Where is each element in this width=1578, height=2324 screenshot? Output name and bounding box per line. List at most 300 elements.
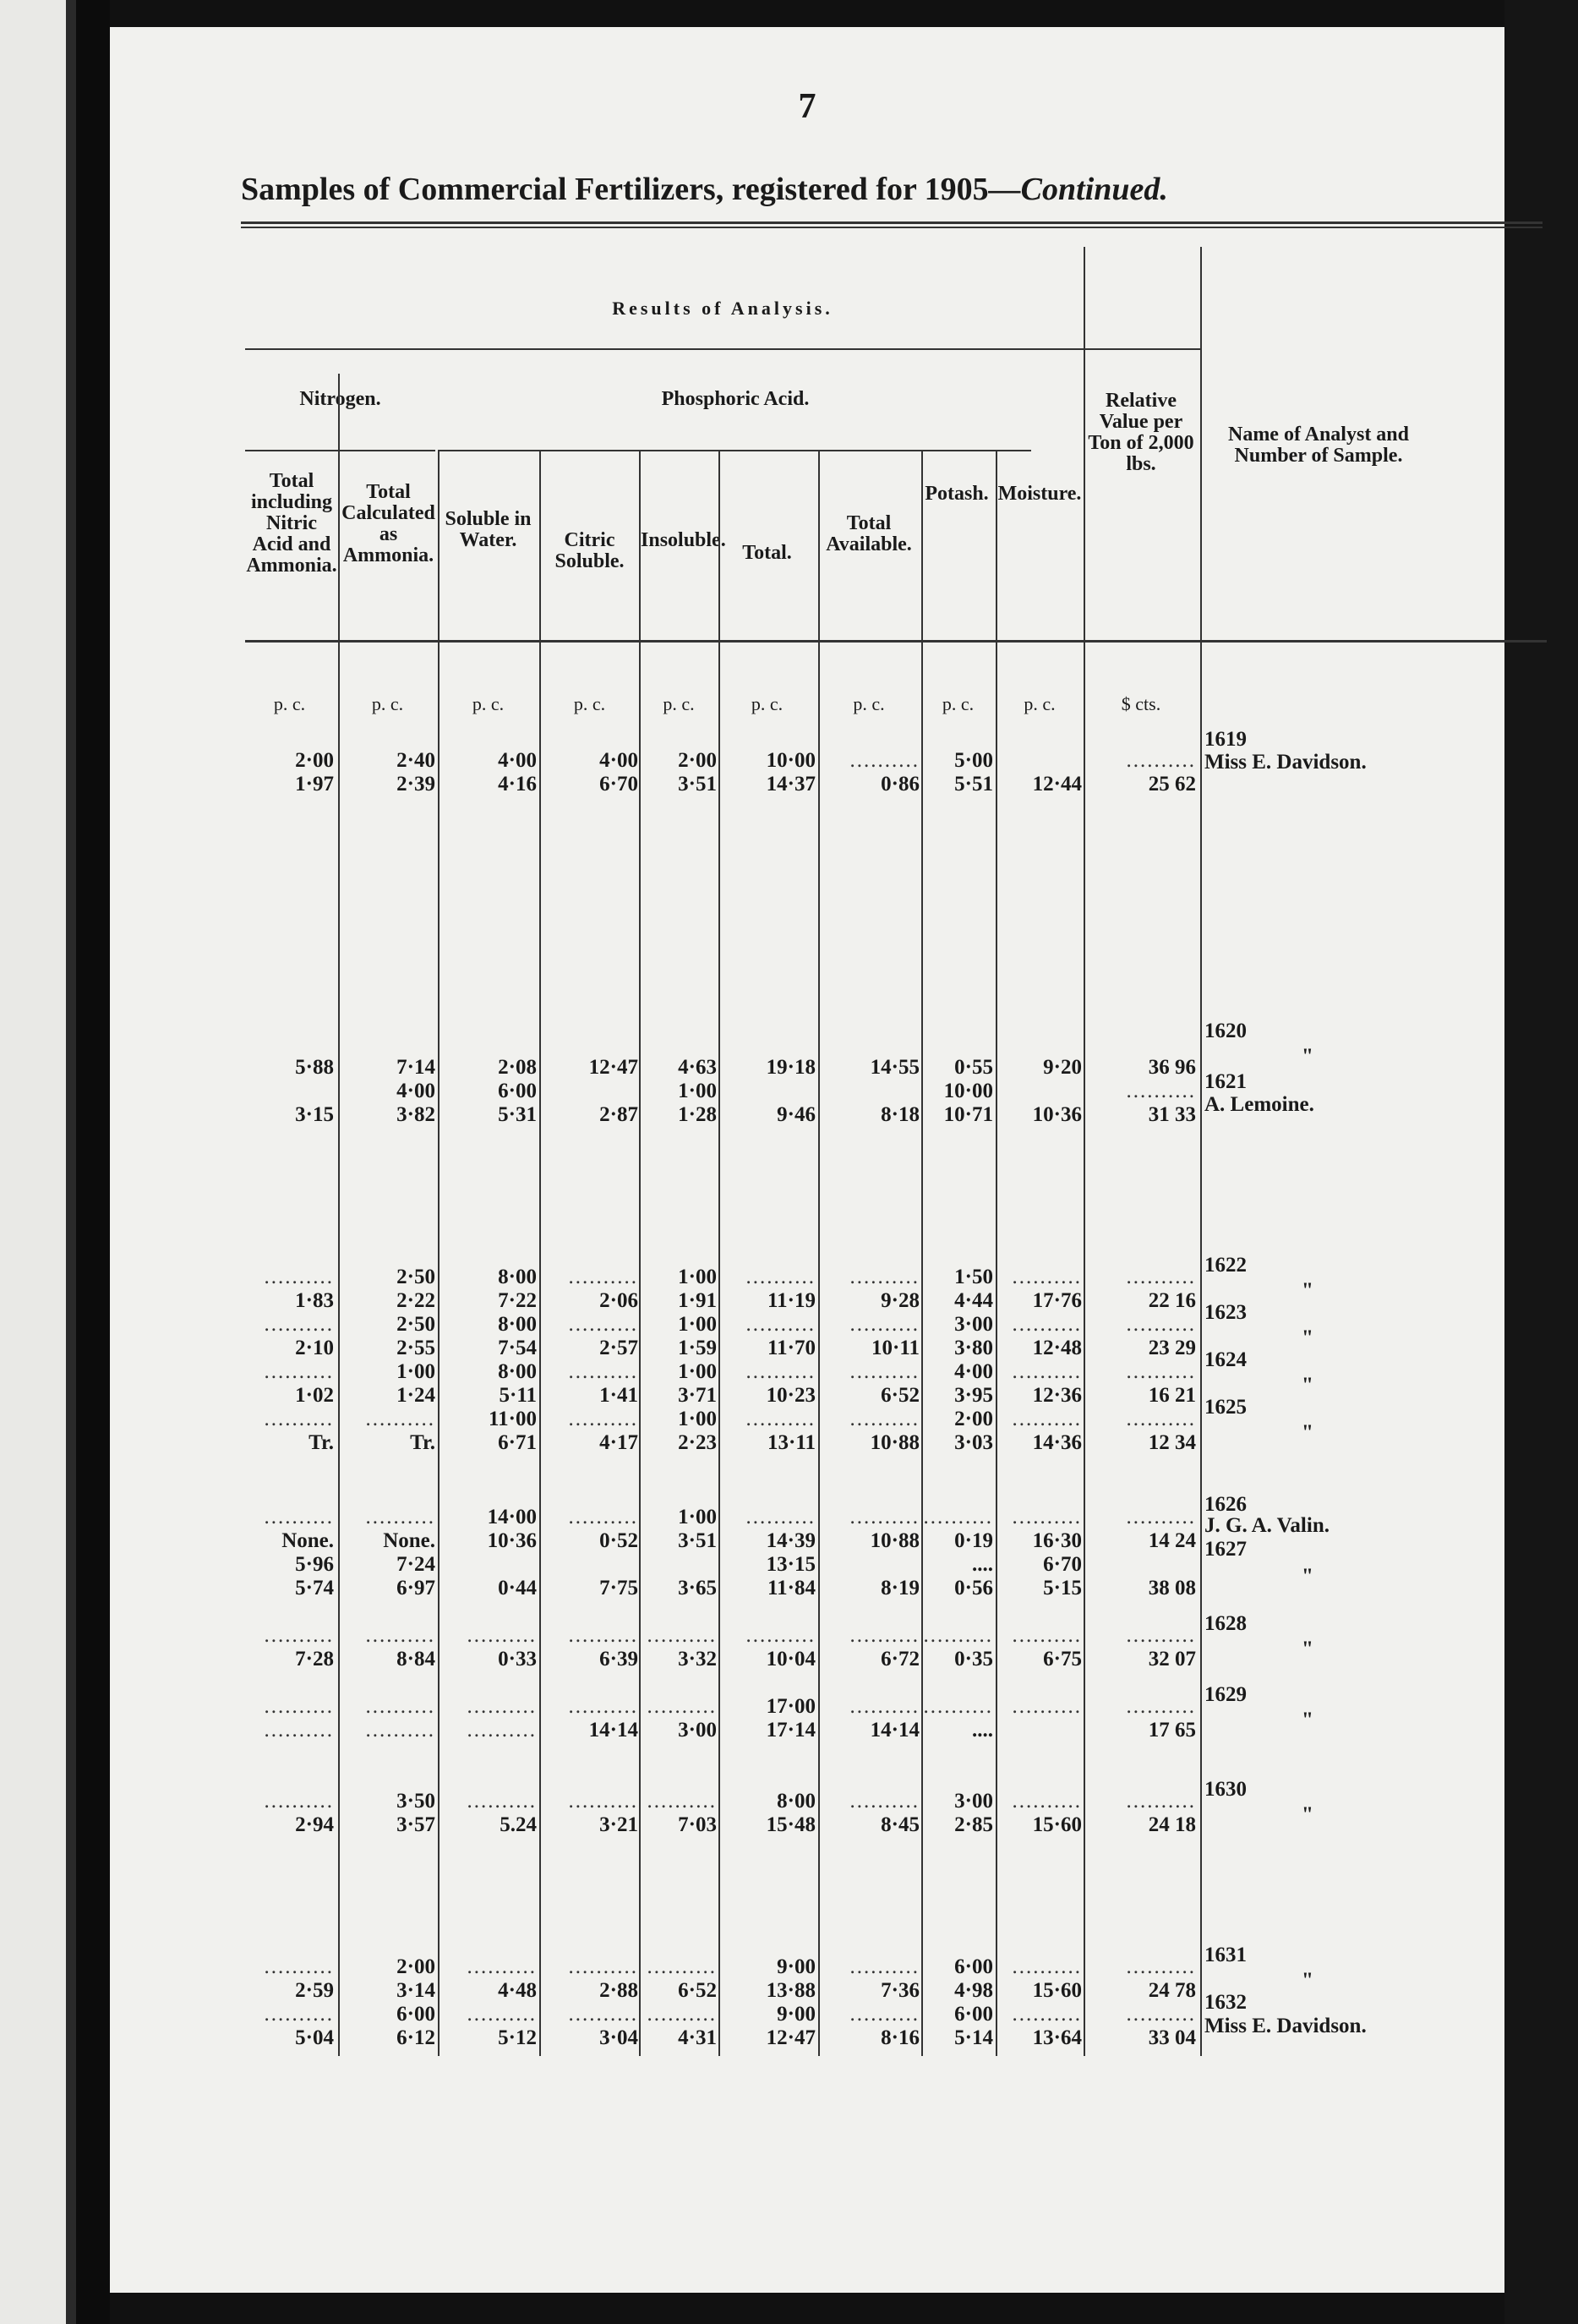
table-cell — [1086, 1314, 1196, 1336]
table-cell: 1·00 — [678, 1506, 717, 1528]
table-cell: .... — [972, 1553, 993, 1576]
table-cell: 3·00 — [954, 1790, 993, 1813]
leader-dots: .......... — [568, 2003, 638, 2026]
leader-dots: .......... — [568, 1624, 638, 1647]
table-cell: 3·14 — [396, 1979, 435, 2002]
analyst-sample: 1629 — [1204, 1683, 1247, 1706]
leader-dots: .......... — [745, 1506, 816, 1528]
table-cell: 8·84 — [396, 1648, 435, 1671]
leader-dots: .......... — [1012, 1360, 1082, 1383]
table-cell: 6·12 — [396, 2026, 435, 2049]
table-cell — [718, 1625, 816, 1647]
table-cell: 13·15 — [766, 1553, 816, 1576]
unit-label: p. c. — [472, 693, 505, 714]
leader-dots: .......... — [568, 1313, 638, 1336]
table-cell — [641, 1791, 717, 1813]
col-soluble: Soluble in Water. — [445, 508, 532, 551]
leader-dots: .......... — [467, 1790, 537, 1813]
table-cell: 2·23 — [678, 1431, 717, 1454]
table-cell: 8·16 — [881, 2026, 920, 2049]
table-cell — [245, 1361, 334, 1383]
leader-dots: .......... — [568, 1790, 638, 1813]
table-cell: 7·22 — [498, 1289, 537, 1312]
table-cell: 12·44 — [1032, 773, 1082, 796]
leader-dots: .......... — [568, 1695, 638, 1718]
table-cell — [997, 1791, 1082, 1813]
table-cell — [718, 1314, 816, 1336]
table-cell: 8·19 — [881, 1577, 920, 1599]
table-cell — [541, 2004, 638, 2026]
table-cell: 17·76 — [1032, 1289, 1082, 1312]
table-cell — [440, 1720, 537, 1742]
header-rule — [245, 640, 1547, 643]
leader-dots: .......... — [467, 1624, 537, 1647]
table-cell: 14·14 — [870, 1719, 920, 1742]
table-cell — [245, 1791, 334, 1813]
table-cell: 16 21 — [1148, 1384, 1196, 1407]
table-cell: 31 33 — [1148, 1103, 1196, 1126]
analyst-sample: 1619 — [1204, 728, 1247, 751]
table-cell: 3·51 — [678, 1529, 717, 1552]
leader-dots: .......... — [1012, 1695, 1082, 1718]
table-cell: 15·60 — [1032, 1979, 1082, 2002]
table-cell: 17·14 — [766, 1719, 816, 1742]
table-cell: Tr. — [309, 1431, 334, 1454]
table-cell: 1·00 — [678, 1360, 717, 1383]
analyst-sample: 1632 — [1204, 1991, 1247, 2014]
table-cell: 32 07 — [1148, 1648, 1196, 1671]
table-cell: 2·06 — [599, 1289, 638, 1312]
leader-dots: .......... — [264, 1266, 334, 1288]
table-cell: 6·00 — [396, 2003, 435, 2026]
table-cell — [641, 1956, 717, 1978]
analyst-sample: 1627 — [1204, 1538, 1247, 1561]
table-cell: 6·00 — [498, 1080, 537, 1102]
table-cell: None. — [281, 1529, 334, 1552]
table-cell: 11·19 — [767, 1289, 816, 1312]
table-cell — [1086, 1506, 1196, 1528]
leader-dots: .......... — [365, 1408, 435, 1430]
table-cell — [1086, 1266, 1196, 1288]
table-cell — [818, 1408, 920, 1430]
col-total-nitric: Total including Nitric Acid and Ammonia. — [246, 470, 337, 577]
col-total: Total. — [742, 542, 792, 564]
table-cell — [541, 1506, 638, 1528]
table-cell: 6·52 — [678, 1979, 717, 2002]
unit-label: p. c. — [1024, 693, 1056, 714]
analyst-sample: Miss E. Davidson. — [1204, 2015, 1367, 2037]
table-cell: 2·87 — [599, 1103, 638, 1126]
table-cell: 10·00 — [766, 749, 816, 772]
table-cell: 2·39 — [396, 773, 435, 796]
analyst-sample: " — [1302, 1421, 1313, 1444]
table-cell: 10·71 — [943, 1103, 993, 1126]
table-cell — [340, 1408, 435, 1430]
unit-label: p. c. — [751, 693, 784, 714]
table-cell: 7·14 — [396, 1056, 435, 1079]
table-cell: 6·00 — [954, 2003, 993, 2026]
table-cell: 3·82 — [396, 1103, 435, 1126]
leader-dots: .......... — [849, 1624, 920, 1647]
table-cell — [340, 1506, 435, 1528]
unit-label: p. c. — [573, 693, 606, 714]
table-cell — [1086, 1791, 1196, 1813]
col-available: Total Available. — [826, 512, 912, 555]
leader-dots: .......... — [568, 1955, 638, 1978]
unit-label: p. c. — [853, 693, 885, 714]
table-cell: 13·64 — [1032, 2026, 1082, 2049]
table-cell: 4·17 — [599, 1431, 638, 1454]
table-cell: 4·44 — [954, 1289, 993, 1312]
table-cell: 2·57 — [599, 1337, 638, 1359]
table-cell: 9·28 — [881, 1289, 920, 1312]
table-cell: 5·74 — [295, 1577, 334, 1599]
leader-dots: .......... — [264, 1719, 334, 1742]
leader-dots: .......... — [745, 1266, 816, 1288]
table-cell: 3·57 — [396, 1813, 435, 1836]
leader-dots: .......... — [849, 1955, 920, 1978]
leader-dots: .......... — [849, 1790, 920, 1813]
table-cell: 3·03 — [954, 1431, 993, 1454]
table-cell: 10·88 — [870, 1431, 920, 1454]
table-cell — [818, 1266, 920, 1288]
leader-dots: .......... — [467, 1719, 537, 1742]
col-moisture: Moisture. — [997, 483, 1082, 505]
table-cell — [245, 1696, 334, 1718]
table-cell: 15·60 — [1032, 1813, 1082, 1836]
table-cell: 2·00 — [295, 749, 334, 772]
leader-dots: .......... — [264, 1955, 334, 1978]
table-cell: 0·56 — [954, 1577, 993, 1599]
leader-dots: .......... — [849, 1408, 920, 1430]
table-cell: 0·33 — [498, 1648, 537, 1671]
leader-dots: .......... — [264, 1360, 334, 1383]
leader-dots: .......... — [1126, 1624, 1196, 1647]
table-cell: 0·52 — [599, 1529, 638, 1552]
table-cell: 5·31 — [498, 1103, 537, 1126]
table-cell: 8·18 — [881, 1103, 920, 1126]
table-cell — [440, 1625, 537, 1647]
col-value: Relative Value per Ton of 2,000 lbs. — [1088, 390, 1194, 475]
table-cell: 12·36 — [1032, 1384, 1082, 1407]
table-cell — [718, 1408, 816, 1430]
page-number: 7 — [798, 87, 816, 126]
table-cell — [997, 1506, 1082, 1528]
table-cell — [818, 1696, 920, 1718]
table-cell: 6·00 — [954, 1955, 993, 1978]
group-phosphoric: Phosphoric Acid. — [661, 388, 810, 410]
unit-label: p. c. — [942, 693, 975, 714]
leader-dots: .......... — [1126, 1695, 1196, 1718]
table-cell: 17·00 — [766, 1695, 816, 1718]
unit-label: p. c. — [663, 693, 695, 714]
table-cell — [818, 1625, 920, 1647]
table-cell — [1086, 1361, 1196, 1383]
table-cell: 3·95 — [954, 1384, 993, 1407]
table-cell: 0·19 — [954, 1529, 993, 1552]
table-cell — [818, 1314, 920, 1336]
analyst-sample: 1623 — [1204, 1301, 1247, 1324]
table-cell: 11·00 — [489, 1408, 537, 1430]
leader-dots: .......... — [923, 1624, 993, 1647]
table-cell: 4·98 — [954, 1979, 993, 2002]
phosphoric-rule — [440, 450, 1031, 451]
table-cell — [245, 1408, 334, 1430]
leader-dots: .......... — [849, 1360, 920, 1383]
table-cell: 11·84 — [767, 1577, 816, 1599]
table-cell — [997, 1696, 1082, 1718]
table-cell — [245, 2004, 334, 2026]
table-cell — [997, 2004, 1082, 2026]
table-cell: 7·36 — [881, 1979, 920, 2002]
leader-dots: .......... — [1126, 1506, 1196, 1528]
analyst-sample: " — [1302, 1326, 1313, 1349]
table-cell: 2·00 — [954, 1408, 993, 1430]
table-cell: 4·00 — [396, 1080, 435, 1102]
table-cell: 13·88 — [766, 1979, 816, 2002]
table-cell: 12·47 — [588, 1056, 638, 1079]
analyst-sample: Miss E. Davidson. — [1204, 751, 1367, 774]
table-cell: 5.24 — [500, 1813, 537, 1836]
leader-dots: .......... — [745, 1408, 816, 1430]
table-cell: 4·63 — [678, 1056, 717, 1079]
table-cell: 2·08 — [498, 1056, 537, 1079]
analyst-sample: " — [1302, 1638, 1313, 1660]
table-cell — [1086, 2004, 1196, 2026]
table-cell: 14·00 — [487, 1506, 537, 1528]
leader-dots: .......... — [745, 1313, 816, 1336]
table-cell — [718, 1361, 816, 1383]
table-cell — [1086, 1696, 1196, 1718]
unit-label: p. c. — [273, 693, 306, 714]
analyst-sample: 1620 — [1204, 1020, 1247, 1042]
table-cell: 5·14 — [954, 2026, 993, 2049]
table-cell: 10·36 — [487, 1529, 537, 1552]
leader-dots: .......... — [1126, 1360, 1196, 1383]
table-cell: 8·00 — [498, 1360, 537, 1383]
table-cell — [541, 1361, 638, 1383]
leader-dots: .......... — [1126, 1790, 1196, 1813]
table-cell: 0·44 — [498, 1577, 537, 1599]
table-cell: 7·24 — [396, 1553, 435, 1576]
table-cell: 2·50 — [396, 1266, 435, 1288]
leader-dots: .......... — [264, 1313, 334, 1336]
leader-dots: .......... — [365, 1719, 435, 1742]
table-cell: 4·00 — [498, 749, 537, 772]
leader-dots: .......... — [1012, 1624, 1082, 1647]
table-cell: 3·71 — [678, 1384, 717, 1407]
table-cell — [997, 1625, 1082, 1647]
table-cell: 4·00 — [954, 1360, 993, 1383]
table-cell: 10·23 — [766, 1384, 816, 1407]
table-cell: 33 04 — [1148, 2026, 1196, 2049]
table-cell — [245, 1625, 334, 1647]
table-cell: 8·00 — [498, 1313, 537, 1336]
table-cell: 1·00 — [678, 1313, 717, 1336]
table-cell: 2·88 — [599, 1979, 638, 2002]
leader-dots: .......... — [647, 2003, 717, 2026]
table-cell: 2·50 — [396, 1313, 435, 1336]
table-cell: 12·48 — [1032, 1337, 1082, 1359]
table-cell: 6·75 — [1043, 1648, 1082, 1671]
leader-dots: .......... — [365, 1624, 435, 1647]
title-rule — [241, 221, 1543, 224]
table-cell: 4·00 — [599, 749, 638, 772]
leader-dots: .......... — [1126, 2003, 1196, 2026]
table-cell — [997, 1314, 1082, 1336]
leader-dots: .......... — [849, 1695, 920, 1718]
table-cell: 0·35 — [954, 1648, 993, 1671]
table-cell — [440, 1791, 537, 1813]
adjacent-page-edge — [0, 0, 76, 2324]
table-cell: 14 24 — [1148, 1529, 1196, 1552]
table-cell: 12 34 — [1148, 1431, 1196, 1454]
table-cell: 24 78 — [1148, 1979, 1196, 2002]
table-cell: 4·48 — [498, 1979, 537, 2002]
table-cell — [818, 1361, 920, 1383]
table-cell — [245, 1266, 334, 1288]
analyst-sample: 1630 — [1204, 1778, 1247, 1801]
unit-label: p. c. — [371, 693, 404, 714]
table-cell: 0·86 — [881, 773, 920, 796]
table-cell — [923, 1506, 993, 1528]
scan-border — [1504, 0, 1578, 2324]
table-cell: Tr. — [410, 1431, 435, 1454]
table-cell: 2·00 — [396, 1955, 435, 1978]
table-cell: 5·11 — [499, 1384, 537, 1407]
table-cell: 5·51 — [954, 773, 993, 796]
table-cell: 1·24 — [396, 1384, 435, 1407]
table-cell: 7·28 — [295, 1648, 334, 1671]
table-cell: 1·59 — [678, 1337, 717, 1359]
leader-dots: .......... — [923, 1506, 993, 1528]
table-cell: 9·20 — [1043, 1056, 1082, 1079]
table-cell — [997, 1956, 1082, 1978]
analyst-sample: 1625 — [1204, 1396, 1247, 1419]
table-cell: 25 62 — [1148, 773, 1196, 796]
table-cell — [1086, 1956, 1196, 1978]
leader-dots: .......... — [365, 1506, 435, 1528]
table-cell: 5·00 — [954, 749, 993, 772]
table-cell: 4·31 — [678, 2026, 717, 2049]
table-cell — [245, 1720, 334, 1742]
table-cell — [641, 1625, 717, 1647]
table-cell: 15·48 — [766, 1813, 816, 1836]
table-cell: 6·70 — [1043, 1553, 1082, 1576]
table-cell — [541, 1314, 638, 1336]
col-total-calc: Total Calculated as Ammonia. — [341, 481, 435, 566]
leader-dots: .......... — [745, 1360, 816, 1383]
leader-dots: .......... — [568, 1360, 638, 1383]
table-cell: 1·50 — [954, 1266, 993, 1288]
analyst-sample: " — [1302, 1709, 1313, 1731]
table-cell: 2·22 — [396, 1289, 435, 1312]
table-cell: .... — [972, 1719, 993, 1742]
table-cell — [541, 1791, 638, 1813]
table-cell — [340, 1696, 435, 1718]
table-cell: 7·75 — [599, 1577, 638, 1599]
leader-dots: .......... — [467, 2003, 537, 2026]
table-cell: 9·46 — [777, 1103, 816, 1126]
table-cell: 3·21 — [599, 1813, 638, 1836]
leader-dots: .......... — [647, 1695, 717, 1718]
table-cell: 1·91 — [678, 1289, 717, 1312]
table-cell — [997, 1266, 1082, 1288]
table-cell: 1·00 — [678, 1080, 717, 1102]
leader-dots: .......... — [1012, 1506, 1082, 1528]
leader-dots: .......... — [1126, 749, 1196, 772]
table-cell: 2·59 — [295, 1979, 334, 2002]
table-cell: 1·00 — [678, 1266, 717, 1288]
table-cell: 38 08 — [1148, 1577, 1196, 1599]
table-cell: 5·96 — [295, 1553, 334, 1576]
table-cell: 10·11 — [871, 1337, 920, 1359]
table-cell: 16·30 — [1032, 1529, 1082, 1552]
leader-dots: .......... — [849, 1313, 920, 1336]
table-cell: 3·15 — [295, 1103, 334, 1126]
leader-dots: .......... — [1012, 2003, 1082, 2026]
table-cell: 3·65 — [678, 1577, 717, 1599]
table-cell — [440, 1696, 537, 1718]
table-cell — [340, 1625, 435, 1647]
table-cell: 5·88 — [295, 1056, 334, 1079]
analyst-sample: J. G. A. Valin. — [1204, 1514, 1330, 1537]
leader-dots: .......... — [1126, 1955, 1196, 1978]
table-cell: 10·04 — [766, 1648, 816, 1671]
leader-dots: .......... — [365, 1695, 435, 1718]
table-cell: 1·02 — [295, 1384, 334, 1407]
table-cell — [818, 1791, 920, 1813]
table-cell: 0·55 — [954, 1056, 993, 1079]
table-cell: 8·00 — [498, 1266, 537, 1288]
table-cell — [923, 1696, 993, 1718]
table-cell: 6·70 — [599, 773, 638, 796]
leader-dots: .......... — [467, 1955, 537, 1978]
leader-dots: .......... — [264, 1695, 334, 1718]
table-cell: 6·71 — [498, 1431, 537, 1454]
table-cell — [1086, 750, 1196, 772]
table-cell — [923, 1625, 993, 1647]
table-cell: 9·00 — [777, 1955, 816, 1978]
table-cell — [541, 1696, 638, 1718]
leader-dots: .......... — [264, 1506, 334, 1528]
leader-dots: .......... — [647, 1955, 717, 1978]
leader-dots: .......... — [1126, 1313, 1196, 1336]
table-cell — [541, 1408, 638, 1430]
table-cell: 3·00 — [678, 1719, 717, 1742]
table-cell: 1·00 — [678, 1408, 717, 1430]
table-cell — [245, 1506, 334, 1528]
table-cell — [818, 1956, 920, 1978]
table-cell: 3·50 — [396, 1790, 435, 1813]
table-cell: 1·00 — [396, 1360, 435, 1383]
table-cell — [1086, 1080, 1196, 1102]
leader-dots: .......... — [264, 2003, 334, 2026]
table-cell — [997, 1408, 1082, 1430]
table-cell: 7·03 — [678, 1813, 717, 1836]
table-cell: 14·55 — [870, 1056, 920, 1079]
table-cell: 10·36 — [1032, 1103, 1082, 1126]
table-cell: 24 18 — [1148, 1813, 1196, 1836]
column-line — [1084, 247, 1085, 2056]
table-cell: 9·00 — [777, 2003, 816, 2026]
table-cell — [1086, 1408, 1196, 1430]
analyst-sample: 1621 — [1204, 1070, 1247, 1093]
col-citric: Citric Soluble. — [554, 529, 625, 572]
table-cell — [818, 750, 920, 772]
leader-dots: .......... — [1126, 1408, 1196, 1430]
table-cell: 36 96 — [1148, 1056, 1196, 1079]
